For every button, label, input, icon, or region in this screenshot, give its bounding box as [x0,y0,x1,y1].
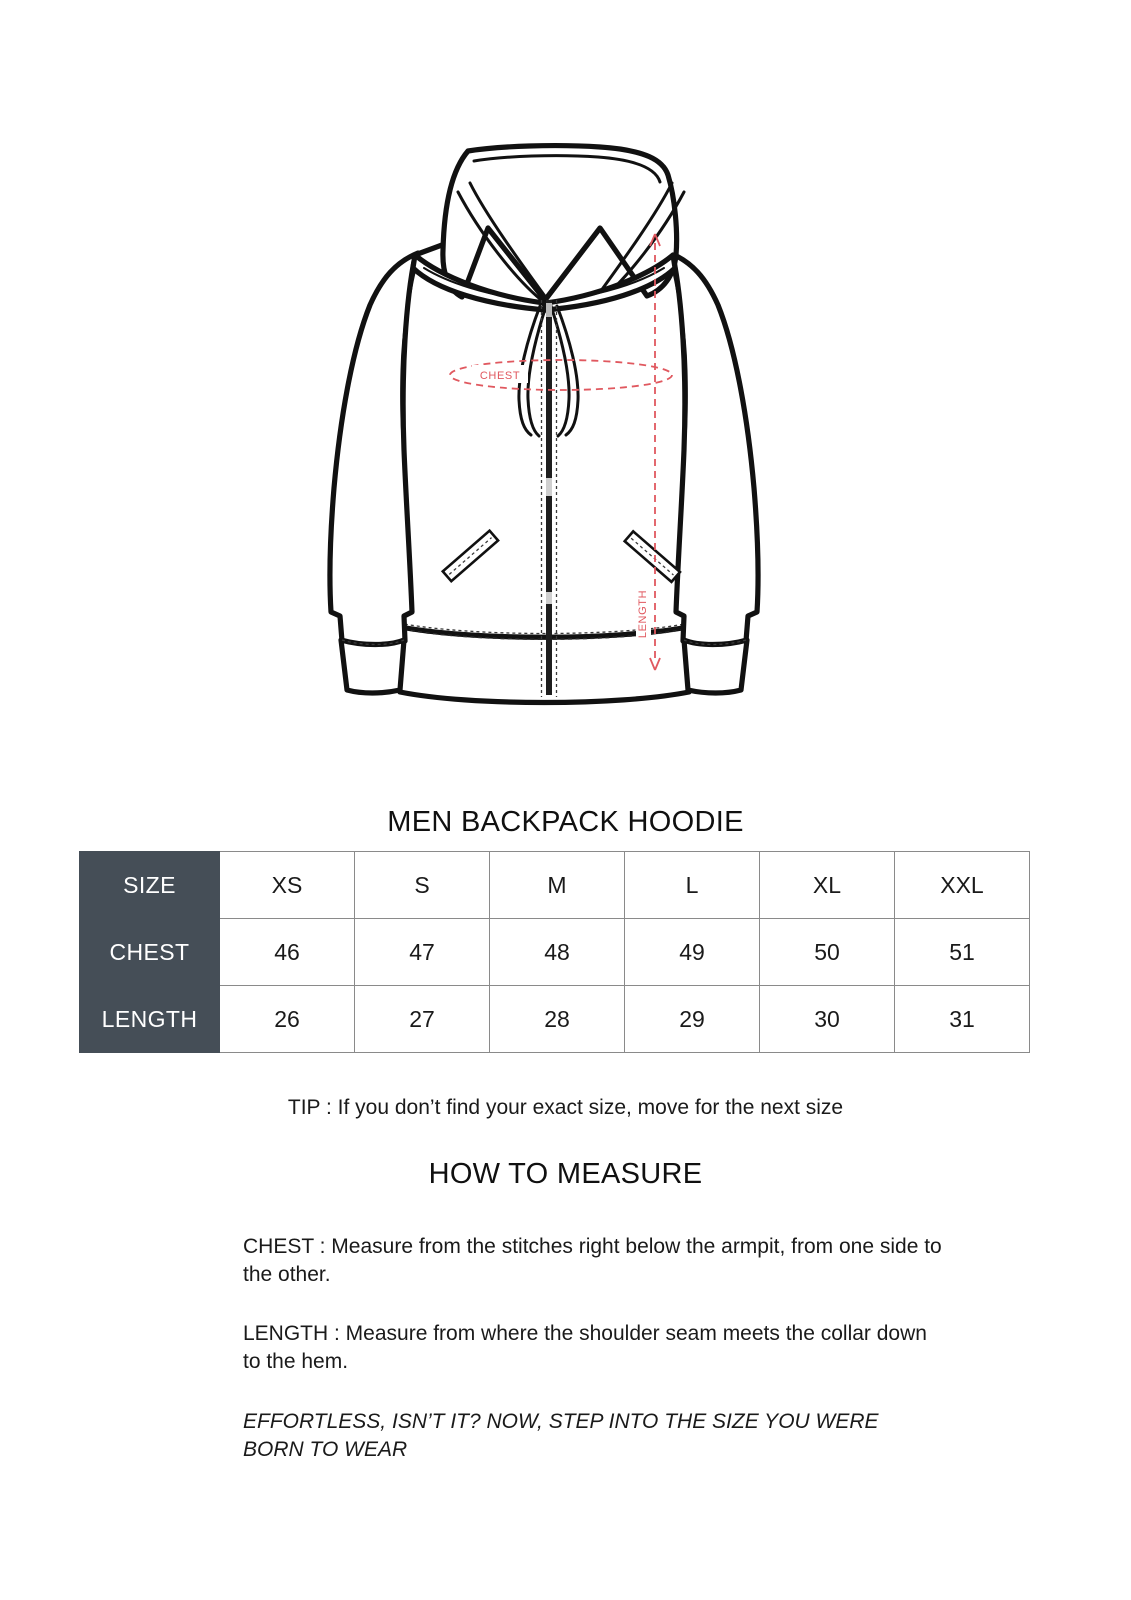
chest-value-l: 49 [625,919,760,986]
chest-value-xs: 46 [220,919,355,986]
chest-instruction: CHEST : Measure from the stitches right below the armpit, from one side to the other. [243,1235,942,1286]
size-cell-xl: XL [760,852,895,919]
table-row-size [80,852,1030,919]
size-cell-l: L [625,852,760,919]
size-table-container [79,851,1030,1053]
how-to-measure-body [243,1233,943,1463]
sizing-tip-text: TIP : If you don’t find your exact size, move for the next size [287,1096,844,1119]
row-header-length: LENGTH [80,986,220,1053]
length-value-xs: 26 [220,986,355,1053]
length-instruction: LENGTH : Measure from where the shoulder seam meets the collar down to the hem. [243,1322,927,1374]
hoodie-flat-sketch-svg [0,0,1131,790]
closing-statement: EFFORTLESS, ISN’T IT? NOW, STEP INTO THE SIZE YOU WERE BORN TO WEAR [243,1409,879,1461]
size-cell-m: M [490,852,625,919]
chest-value-xl: 50 [760,919,895,986]
hoodie-illustration [0,0,1131,790]
length-value-m: 28 [490,986,625,1053]
length-value-xl: 30 [760,986,895,1053]
chest-measure-label: CHEST [479,370,521,382]
chest-value-xxl: 51 [895,919,1030,986]
hoodie-hood [413,146,684,310]
row-header-size: SIZE [80,852,220,919]
page-title: MEN BACKPACK HOODIE [387,806,744,838]
size-cell-s: S [355,852,490,919]
length-value-l: 29 [625,986,760,1053]
length-measure-label: LENGTH [637,589,649,639]
length-value-xxl: 31 [895,986,1030,1053]
hoodie-right-sleeve [670,253,758,693]
size-chart-table [79,851,1030,1053]
row-header-chest: CHEST [80,919,220,986]
table-row-length [80,986,1030,1053]
hoodie-left-sleeve [330,253,418,693]
chest-value-s: 47 [355,919,490,986]
size-cell-xxl: XXL [895,852,1030,919]
chest-value-m: 48 [490,919,625,986]
table-row-chest [80,919,1030,986]
size-cell-xs: XS [220,852,355,919]
length-value-s: 27 [355,986,490,1053]
how-to-measure-heading: HOW TO MEASURE [428,1158,703,1190]
